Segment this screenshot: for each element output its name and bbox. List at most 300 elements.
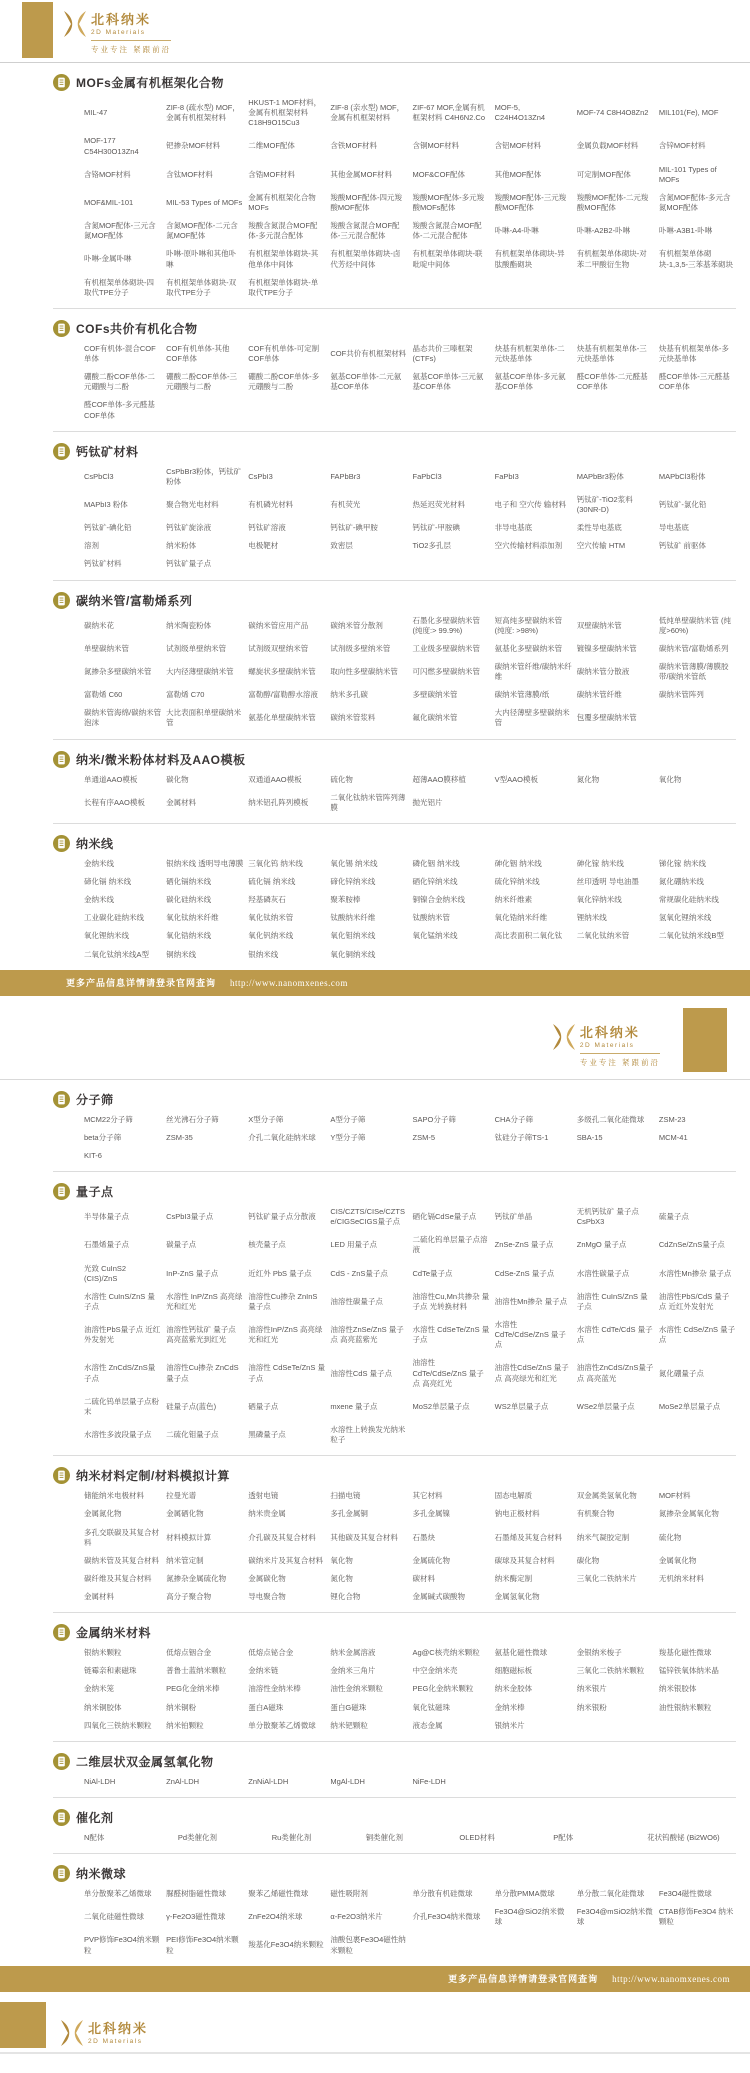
product-item: 中空金纳米壳 [412, 1666, 458, 1676]
product-item: 水溶性上转换发光纳米粒子 [330, 1425, 406, 1445]
product-item: FaPbCl3 [412, 471, 442, 481]
product-item: 纳米银胶体 [658, 1684, 697, 1694]
product-item: 有机框架单体砌块-对苯二甲酸衍生物 [576, 249, 647, 269]
product-item: 无机钙钛矿 量子点CsPbX3 [576, 1207, 639, 1227]
product-item: 纳米陶瓷粉体 [166, 620, 212, 630]
product-item: MoSe2单层量子点 [658, 1401, 721, 1411]
product-item: 单通道AAO模板 [84, 774, 138, 784]
product-item: 氮掺杂金属氧化物 [658, 1509, 719, 1519]
product-item: 丝印透明 导电油墨 [576, 877, 639, 886]
product-item: 热延迟荧光材料 [412, 499, 465, 509]
product-item: 富勒烯 C60 [84, 690, 123, 700]
product-item: 富勒烯 C70 [166, 690, 205, 700]
product-item: 金属氮化物 [84, 1509, 122, 1519]
section [53, 1742, 736, 1798]
product-item: MAPbCl3粉体 [658, 471, 706, 481]
product-item: 氧化铜纳米线 [330, 949, 376, 959]
brand-subtitle: 2D Materials [579, 1041, 635, 1049]
product-item: CsPbBr3粉体，钙钛矿粉体 [166, 466, 242, 486]
product-grid [84, 467, 736, 570]
product-item: 钙钛矿量子点分散液 [248, 1212, 316, 1222]
product-item: 氨基化单壁碳纳米管 [248, 713, 316, 723]
product-item: 氧化锰纳米线 [412, 931, 458, 941]
product-item: ZnSe-ZnS 量子点 [494, 1240, 554, 1250]
product-item: 金属负载MOF材料 [576, 141, 639, 151]
product-item: 多孔金属镍 [412, 1509, 450, 1519]
product-item: 溶剂 [84, 541, 99, 551]
product-item: 高分子聚合物 [166, 1592, 212, 1601]
product-item: 取向性多壁碳纳米管 [330, 666, 398, 676]
section [53, 1080, 736, 1172]
product-item: 钙钛矿-TiO2浆料 (30NR-D) [576, 494, 633, 514]
product-item: 有机框架单体砌块-联吡啶中间体 [412, 249, 483, 269]
website-link[interactable]: http://www.nanomxenes.com [230, 977, 348, 988]
product-item: 锑化镓 纳米线 [658, 858, 706, 868]
product-item: 油溶性Mn掺杂 量子点 [494, 1296, 568, 1306]
product-item: 水溶性 InP/ZnS 高亮绿光和红光 [166, 1291, 243, 1311]
product-item: 纳米银粉 [576, 1702, 607, 1712]
product-item: 二氧化钛纳米线A型 [84, 949, 150, 959]
product-item: 氧化钛纳米管 [248, 913, 294, 923]
product-item: 氧化物 [330, 1555, 353, 1565]
product-item: Y型分子筛 [330, 1132, 366, 1142]
product-item: PEG化金纳米棒 [166, 1684, 220, 1694]
product-item: OLED材料 [459, 1832, 495, 1842]
product-item: 硒化镉纳米线 [166, 877, 212, 886]
product-item: 有机聚合物 [576, 1509, 615, 1519]
product-item: 硼酸二酚COF单体-二元硼酸与二酚 [84, 372, 155, 392]
section-header [53, 751, 736, 768]
product-item: ZIF-8 (亲水型) MOF，金属有机框架材料 [330, 103, 405, 123]
product-item: 单分散聚苯乙烯微球 [84, 1889, 152, 1898]
product-item: 纳米酶定制 [494, 1573, 533, 1583]
product-item: 水溶性 ZnCdS/ZnS量子点 [84, 1363, 156, 1383]
product-grid [84, 1777, 736, 1787]
product-item: beta分子筛 [84, 1132, 122, 1142]
product-item: 醛COF单体-二元醛基COF单体 [576, 372, 648, 392]
product-item: 二氧化硅磁性微球 [84, 1912, 144, 1922]
product-item: 细胞磁标板 [494, 1666, 533, 1676]
product-item: 有机框架单体砌块-单取代TPE分子 [248, 277, 319, 297]
brand-logo [60, 2018, 148, 2048]
product-item: 抛光铝片 [412, 797, 443, 807]
product-item: 大内径薄壁碳纳米管 [166, 666, 234, 676]
page-header [0, 996, 750, 1080]
product-item: 油性银纳米颗粒 [658, 1702, 712, 1712]
section-header [53, 443, 736, 460]
product-item: 硫化物 [658, 1532, 682, 1542]
product-item: 非导电基底 [494, 523, 533, 533]
product-item: 油溶性碳量子点 [330, 1296, 383, 1306]
product-item: 碳纳米管及其复合材料 [84, 1555, 159, 1565]
section-header [53, 74, 736, 91]
product-item: 晶态共价三嗪框架 (CTFs) [412, 343, 473, 363]
section-header [53, 835, 736, 852]
product-item: 硫化锌纳米线 [494, 877, 540, 886]
product-item: 金属硫化物 [412, 1555, 450, 1565]
product-item: 油溶性Cu掺杂 ZnCdS 量子点 [166, 1363, 239, 1383]
product-item: 常规碳化硅纳米线 [658, 895, 719, 905]
banner-label: 更多产品信息详情请登录官网查询 [66, 978, 217, 989]
product-item: 氧化钛纳米纤维 [166, 913, 219, 923]
product-item: 金属氧化物 [658, 1555, 697, 1565]
product-item: A型分子筛 [330, 1114, 366, 1124]
product-item: 氧化锡 纳米线 [330, 858, 378, 868]
catalog-booklet-icon [53, 1809, 70, 1826]
product-item: 碳纤维及其复合材料 [84, 1573, 152, 1583]
product-item: 碳纳米管薄膜/纸 [494, 690, 550, 700]
catalog-booklet-icon [53, 751, 70, 768]
product-item: PEI修饰Fe3O4纳米颗粒 [166, 1935, 239, 1955]
catalog-page-1 [0, 0, 750, 996]
product-item: 空穴传输材料添加剂 [494, 541, 563, 551]
product-item: CIS/CZTS/CISe/CZTSe/CIGSeCIGS量子点 [330, 1207, 405, 1227]
section-header [53, 1091, 736, 1108]
product-item: 油溶性 CdSeTe/ZnS 量子点 [248, 1363, 325, 1383]
product-item: 油溶性ZnSe/ZnS 量子点 高亮蓝紫光 [330, 1325, 404, 1345]
product-item: ZSM-5 [412, 1132, 435, 1142]
product-item: KIT-6 [84, 1150, 102, 1160]
catalog-booklet-icon [53, 1183, 70, 1200]
product-item: 透射电镜 [248, 1491, 279, 1501]
logo-mark-icon [63, 9, 87, 39]
section-title: 催化剂 [76, 1810, 114, 1825]
website-link[interactable]: http://www.nanomxenes.com [612, 1973, 730, 1984]
product-item: 纳米金胶体 [494, 1684, 533, 1694]
product-item: 磁性吸附剂 [330, 1889, 368, 1898]
product-grid [84, 98, 736, 298]
product-item: 普鲁士蓝纳米颗粒 [166, 1666, 227, 1676]
product-item: 有机框架单体砌块-卤代芳烃中间体 [330, 249, 401, 269]
product-item: 银纳米线 [248, 949, 279, 959]
product-item: PEG化金纳米颗粒 [412, 1684, 474, 1694]
product-item: 单分散有机硅微球 [412, 1889, 473, 1898]
product-item: 水溶性 CdSe/ZnS 量子点 [658, 1325, 736, 1345]
product-item: 含氮MOF配体-三元含氮MOF配体 [84, 221, 156, 241]
product-item: 铜镍合金纳米线 [412, 895, 465, 905]
product-item: 油溶性PbS/CdS 量子点 近红外发射光 [658, 1291, 730, 1311]
section-header [53, 1809, 736, 1826]
product-item: MOF-74 C8H4O8Zn2 [576, 108, 649, 118]
product-item: 氧化物 [658, 774, 682, 784]
section-header [53, 1467, 736, 1484]
product-item: 可定制MOF配体 [576, 169, 631, 179]
product-item: 空穴传输 HTM [576, 541, 626, 551]
product-item: 蛋白G磁珠 [330, 1702, 367, 1712]
product-item: 碳纳米管纤维/碳纳米纤维 [494, 661, 572, 681]
product-grid [84, 344, 736, 421]
brand-slogan: 专业专注 紧跟前沿 [91, 40, 171, 55]
product-item: 花状钨酸铋 (Bi2WO6) [647, 1832, 720, 1842]
product-item: 羧酸含氮混合MOF配体-二元混合配体 [412, 221, 482, 241]
product-item: ZnNiAl-LDH [248, 1776, 289, 1786]
product-item: 钙钛矿 前驱体 [658, 541, 706, 551]
product-item: 含锌MOF材料 [658, 141, 706, 151]
product-item: 水溶性多波段量子点 [84, 1430, 152, 1440]
product-item: 碳量子点 [166, 1240, 197, 1250]
product-item: 氨基化磁性微球 [494, 1648, 548, 1658]
product-item: 含铝MOF材料 [494, 141, 542, 151]
product-item: PVP修饰Fe3O4纳米颗粒 [84, 1935, 160, 1955]
product-item: 多壁碳纳米管 [412, 690, 458, 700]
catalog-booklet-icon [53, 1753, 70, 1770]
product-item: 碳纳米管分散液 [576, 666, 630, 676]
product-item: 柔性导电基底 [576, 523, 622, 533]
product-item: 油溶性金纳米棒 [248, 1684, 301, 1694]
product-item: 光致 CuInS2 (CIS)/ZnS [84, 1263, 127, 1283]
product-item: COF有机单体-其他COF单体 [166, 343, 230, 363]
product-item: 单壁碳纳米管 [84, 643, 129, 653]
product-item: 石墨烯及其复合材料 [494, 1532, 563, 1542]
product-item: 硫化镉 纳米线 [248, 877, 296, 886]
product-item: mxene 量子点 [330, 1401, 378, 1411]
product-item: 氮掺杂金属硫化物 [166, 1573, 227, 1583]
product-item: 钙钛矿材料 [84, 559, 122, 569]
product-item: 碳纳米片及其复合材料 [248, 1555, 324, 1565]
product-item: 水溶性碳量子点 [576, 1268, 630, 1278]
product-item: 储能纳米电极材料 [84, 1491, 144, 1501]
product-item: 银纳米片 [494, 1720, 525, 1730]
product-item: 单分散聚苯乙烯微球 [248, 1720, 316, 1730]
product-item: 碳化物 [166, 774, 189, 784]
product-item: 大内径薄壁多壁碳纳米管 [494, 708, 570, 728]
product-item: 二氧化钛纳米线B型 [658, 931, 724, 941]
product-item: 超薄AAO膜移植 [412, 774, 466, 784]
product-item: 含铬MOF材料 [84, 169, 131, 179]
product-item: COF有机体-混合COF单体 [84, 343, 156, 363]
section-header [53, 1753, 736, 1770]
section [53, 824, 736, 970]
product-item: 锂纳米线 [576, 913, 607, 923]
section [53, 740, 736, 824]
product-item: 镀镍多壁碳纳米管 [576, 643, 637, 653]
product-item: 介孔Fe3O4纳米微球 [412, 1912, 481, 1922]
product-item: 碳纳米管薄膜/薄膜胶带/碳纳米管纸 [658, 661, 729, 681]
product-item: 石墨化多壁碳纳米管(纯度:> 99.9%) [412, 615, 480, 635]
product-item: 碳纳米管阵列 [658, 690, 704, 700]
product-item: 氨基COF单体-多元氨基COF单体 [494, 372, 566, 392]
product-item: 铜纳米线 [166, 949, 197, 959]
product-item: NiFe-LDH [412, 1776, 446, 1786]
gold-accent-block [0, 2002, 46, 2048]
brand-logo [552, 1022, 660, 1068]
section-title: 纳米线 [76, 836, 114, 851]
product-item: 氨基COF单体-三元氨基COF单体 [412, 372, 484, 392]
product-item: 纳米铜胶体 [84, 1702, 122, 1712]
section [53, 63, 736, 309]
product-item: 碳纳米管海绵/碳纳米管泡沫 [84, 708, 162, 728]
product-item: 氧化锆纳米线 [166, 931, 212, 941]
product-item: 有机框架单体砌块-其他单体中间体 [248, 249, 319, 269]
product-item: 羧酸含氮混合MOF配体-多元混合配体 [248, 221, 318, 241]
product-item: 砷化镓 纳米线 [576, 858, 624, 868]
product-item: ZnMgO 量子点 [576, 1240, 627, 1250]
gold-accent-block [683, 1008, 727, 1072]
product-item: MOF&MIL-101 [84, 197, 134, 207]
product-item: 卟啉-金属卟啉 [84, 254, 132, 264]
product-item: 拉曼光谱 [166, 1491, 197, 1501]
product-item: 氧化钛磁珠 [412, 1702, 450, 1712]
product-item: MAPbI3 粉体 [84, 499, 128, 509]
product-item: 钙钛矿量子点 [166, 559, 212, 569]
catalog-booklet-icon [53, 320, 70, 337]
product-item: Ru类催化剂 [271, 1832, 312, 1842]
product-item: 碳化物 [576, 1555, 600, 1565]
product-item: 硒量子点 [248, 1401, 279, 1411]
product-item: 银纳米颗粒 [84, 1648, 122, 1658]
product-item: 油溶性Cu掺杂 ZnInS 量子点 [248, 1291, 318, 1311]
product-item: 其他碳及其复合材料 [330, 1532, 398, 1542]
product-item: MAPbBr3粉体 [576, 471, 624, 481]
product-item: ZIF-67 MOF,金属有机框架材料 C4H6N2.Co [412, 103, 486, 123]
section-title: 分子筛 [76, 1092, 114, 1107]
product-item: 钙钛矿单晶 [494, 1212, 533, 1222]
product-item: 纳米粉体 [166, 541, 197, 551]
product-item: 有机磷光材料 [248, 499, 294, 509]
product-item: 二硫化钼量子点 [166, 1430, 219, 1440]
product-item: 含锆MOF材料 [248, 169, 295, 179]
product-item: COF有机单体-可定制COF单体 [248, 343, 320, 363]
product-item: CsPbCl3 [84, 471, 114, 481]
product-item: 油溶性CdS 量子点 [330, 1368, 393, 1378]
product-item: 低熔点铋合金 [248, 1648, 294, 1658]
brand-name: 北科纳米 [88, 2020, 149, 2036]
product-item: 钠电正极材料 [494, 1509, 540, 1519]
product-item: 锰锌铁氧体纳米晶 [658, 1666, 719, 1676]
product-item: 氧化锆纳米纤维 [494, 913, 548, 923]
catalog-booklet-icon [53, 835, 70, 852]
product-item: 卟啉-A2B2-卟啉 [576, 226, 631, 236]
product-item: 金纳米棒 [494, 1702, 525, 1712]
product-item: 油溶性InP/ZnS 高亮绿光和红光 [248, 1325, 323, 1345]
product-item: 氨基COF单体-二元氨基COF单体 [330, 372, 402, 392]
product-item: CdTe量子点 [412, 1268, 453, 1278]
product-item: 工业级多壁碳纳米管 [412, 643, 480, 653]
product-item: 有机框架单体砌块-四取代TPE分子 [84, 277, 154, 297]
product-item: MIL101(Fe), MOF [658, 108, 719, 118]
product-item: 碳纳米管应用产品 [248, 620, 309, 630]
product-item: Fe3O4磁性微球 [658, 1889, 712, 1898]
product-item: 碳纳米管浆料 [330, 713, 376, 723]
product-item: P配体 [553, 1832, 574, 1842]
catalog-page-2 [0, 996, 750, 2054]
section [53, 1456, 736, 1613]
product-item: 金属氢氧化物 [494, 1592, 540, 1601]
catalog-booklet-icon [53, 1467, 70, 1484]
product-item: 扫描电镜 [330, 1491, 361, 1501]
product-item: 工业碳化硅纳米线 [84, 913, 144, 923]
product-item: 硅量子点(蓝色) [166, 1401, 217, 1411]
section-title: 金属纳米材料 [76, 1626, 152, 1641]
product-item: 试剂级双壁纳米管 [248, 643, 309, 653]
product-item: 银纳米线 透明导电薄膜 [166, 858, 244, 868]
product-item: 其他金属MOF材料 [330, 169, 393, 179]
product-item: 纳米银片 [576, 1684, 607, 1694]
brand-name: 北科纳米 [91, 12, 152, 27]
product-item: 卟啉-A4-卟啉 [494, 226, 539, 236]
product-item: 金属材料 [166, 797, 197, 807]
product-item: Fe3O4@mSiO2纳米微球 [576, 1907, 653, 1927]
product-item: 羧基化磁性微球 [658, 1648, 712, 1658]
product-item: 试剂级单壁纳米管 [166, 643, 227, 653]
product-item: 金属碱式碳酸物 [412, 1592, 465, 1601]
product-item: 纳米钯颗粒 [330, 1720, 368, 1730]
product-grid [84, 1491, 736, 1602]
brand-subtitle: 2D Materials [88, 2037, 143, 2045]
product-item: TiO2多孔层 [412, 541, 451, 551]
product-item: 氧化锂纳米线 [84, 931, 129, 941]
product-item: CsPbI3量子点 [166, 1212, 214, 1222]
product-item: InP-ZnS 量子点 [166, 1268, 219, 1278]
product-item: MgAl-LDH [330, 1776, 365, 1786]
product-item: 二硫化钨单层量子点溶液 [412, 1235, 488, 1255]
product-item: 水溶性 CuInS/ZnS 量子点 [84, 1291, 155, 1311]
product-item: 脲醛树脂磁性微球 [166, 1889, 227, 1898]
product-item: MIL-101 Types of MOFs [658, 164, 717, 184]
product-item: 氮掺杂多壁碳纳米管 [84, 666, 152, 676]
website-banner [0, 1966, 750, 1992]
product-item: WSe2单层量子点 [576, 1401, 635, 1411]
product-item: 油溶性 CuInS/ZnS 量子点 [576, 1291, 648, 1311]
section-title: 碳纳米管/富勒烯系列 [76, 593, 193, 608]
section-header [53, 1183, 736, 1200]
product-item: 纳米多孔碳 [330, 690, 368, 700]
product-item: 金银纳米梭子 [576, 1648, 622, 1658]
product-grid [84, 775, 736, 813]
product-item: WS2单层量子点 [494, 1401, 549, 1411]
product-item: 钛酸纳米管 [412, 913, 450, 923]
product-item: 油溶性CdSe/ZnS 量子点 高亮绿光和红光 [494, 1363, 569, 1383]
product-item: 纳米贵金属 [248, 1509, 286, 1519]
product-grid [84, 1833, 736, 1843]
product-item: 碳纳米管/富勒烯系列 [658, 643, 729, 653]
product-item: 丝光沸石分子筛 [166, 1114, 219, 1124]
product-grid [84, 859, 736, 960]
product-item: 水溶性 CdSeTe/ZnS 量子点 [412, 1325, 490, 1345]
catalog-booklet-icon [53, 1865, 70, 1882]
product-item: 碳材料 [412, 1573, 435, 1583]
brand-subtitle: 2D Materials [91, 29, 146, 36]
product-item: 聚苯胺棒 [330, 895, 361, 905]
brand-slogan: 专业专注 紧跟前沿 [580, 1053, 660, 1068]
product-item: 油溶性ZnCdS/ZnS量子点 高亮蓝光 [576, 1363, 654, 1383]
catalog-booklet-icon [53, 592, 70, 609]
product-item: 含氮MOF配体-二元含氮MOF配体 [166, 221, 238, 241]
section-title: 量子点 [76, 1185, 114, 1199]
product-item: 多级孔二氧化硅微球 [576, 1114, 645, 1124]
page-footer [0, 1992, 750, 2054]
logo-mark-icon [60, 2018, 84, 2048]
product-item: 长程有序AAO模板 [84, 797, 145, 807]
product-item: 核壳量子点 [248, 1240, 286, 1250]
product-item: LED 用量子点 [330, 1240, 378, 1250]
product-item: 固态电解质 [494, 1491, 533, 1501]
product-item: 纳米管定制 [166, 1555, 204, 1565]
product-item: 氮化物 [330, 1573, 353, 1583]
product-item: MCM-41 [658, 1132, 688, 1142]
product-item: 纳米铜粉 [166, 1702, 197, 1712]
product-item: 导电聚合物 [248, 1592, 286, 1601]
product-item: 氧化钒纳米线 [248, 931, 294, 941]
product-item: SAPO分子筛 [412, 1114, 456, 1124]
product-item: 多孔金属铜 [330, 1509, 368, 1519]
product-item: 有机框架单体砌块-双取代TPE分子 [166, 277, 237, 297]
product-item: 硒化镉CdSe量子点 [412, 1212, 477, 1222]
brand-name: 北科纳米 [579, 1024, 640, 1040]
product-item: 纳米纤维素 [494, 895, 533, 905]
product-item: 油溶性Cu,Mn共掺杂 量子点 光转换材料 [412, 1291, 490, 1311]
catalog-sections-page2 [0, 1080, 750, 1966]
